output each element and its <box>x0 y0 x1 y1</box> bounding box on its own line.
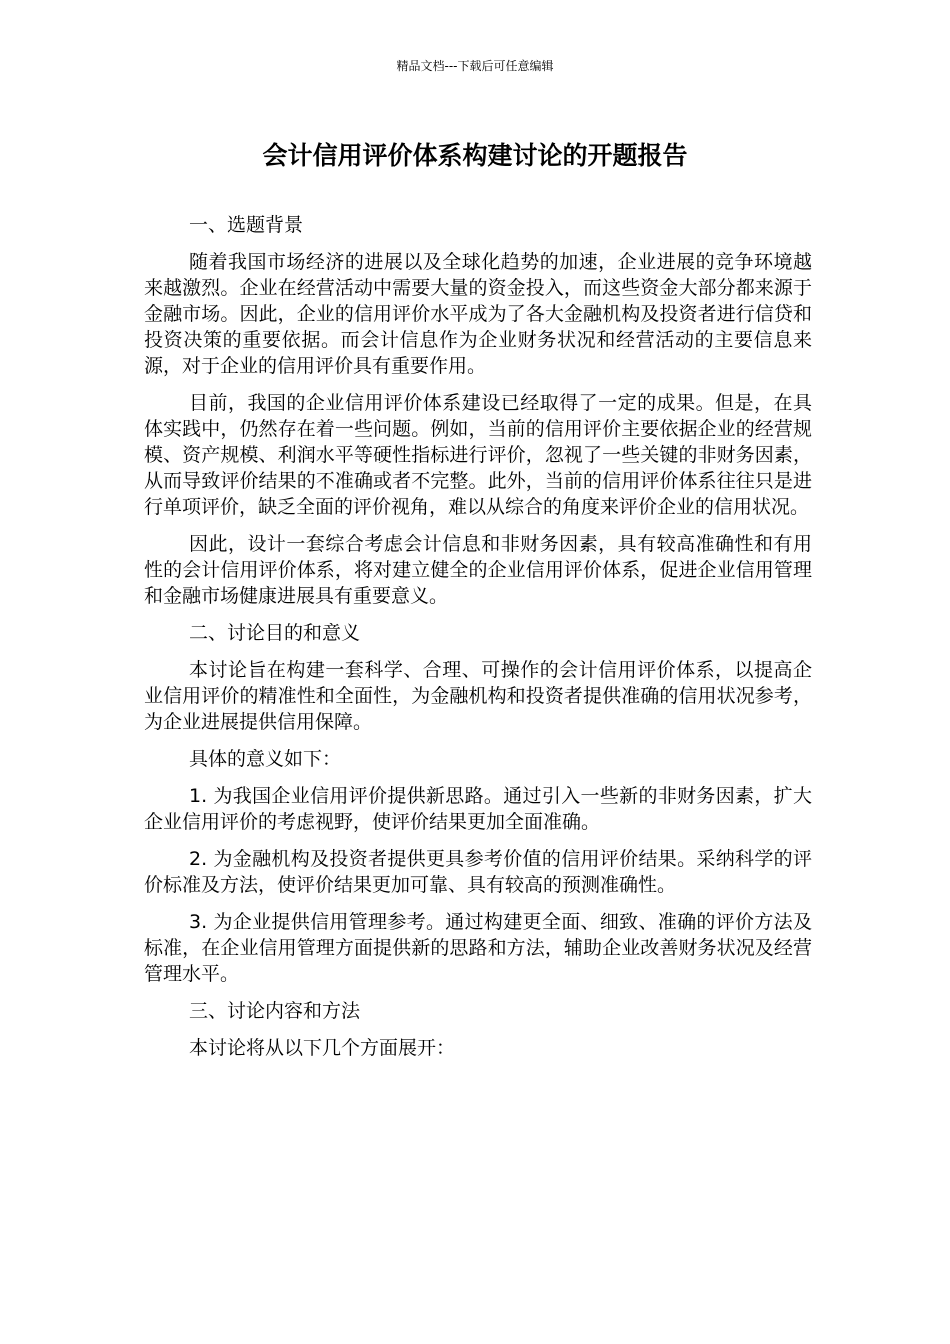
paragraph: 具体的意义如下： <box>189 748 342 770</box>
list-item: 2. 为金融机构及投资者提供更具参考价值的信用评价结果。采纳科学的评价标准及方法，使评价结果更加可靠、具有较高的预测准确性。 <box>144 848 812 896</box>
list-item: 3. 为企业提供信用管理参考。通过构建更全面、细致、准确的评价方法及标准，在企业信用管理方面提供新的思路和方法，辅助企业改善财务状况及经营管理水平。 <box>144 911 812 985</box>
paragraph: 随着我国市场经济的进展以及全球化趋势的加速，企业进展的竞争环境越来越激烈。企业在经营活动中需要大量的资金投入，而这些资金大部分都来源于金融市场。因此，企业的信用评价水平成为了各大金融机构及投资者进行信贷和投资决策的重要依据。而会计信息作为企业财务状况和经营活动的主要信息来源，对于企业的信用评价具有重要作用。 <box>144 251 812 377</box>
list-item: 1. 为我国企业信用评价提供新思路。通过引入一些新的非财务因素，扩大企业信用评价的考虑视野，使评价结果更加全面准确。 <box>144 785 812 833</box>
section-heading-background: 一、选题背景 <box>189 214 304 236</box>
paragraph: 目前，我国的企业信用评价体系建设已经取得了一定的成果。但是，在具体实践中，仍然存在着一些问题。例如，当前的信用评价主要依据企业的经营规模、资产规模、利润水平等硬性指标进行评价，忽视了一些关键的非财务因素，从而导致评价结果的不准确或者不完整。此外，当前的信用评价体系往往只是进行单项评价，缺乏全面的评价视角，难以从综合的角度来评价企业的信用状况。 <box>144 392 812 518</box>
document-title: 会计信用评价体系构建讨论的开题报告 <box>262 141 688 170</box>
document-body <box>144 212 812 1072</box>
section-heading-purpose: 二、讨论目的和意义 <box>189 622 361 644</box>
section-heading-content-method: 三、讨论内容和方法 <box>189 1000 361 1022</box>
paragraph: 本讨论旨在构建一套科学、合理、可操作的会计信用评价体系，以提高企业信用评价的精准性和全面性，为金融机构和投资者提供准确的信用状况参考，为企业进展提供信用保障。 <box>144 659 812 733</box>
paragraph: 本讨论将从以下几个方面展开： <box>189 1037 456 1059</box>
page-header-note: 精品文档---下载后可任意编辑 <box>396 59 554 73</box>
paragraph: 因此，设计一套综合考虑会计信息和非财务因素，具有较高准确性和有用性的会计信用评价体系，将对建立健全的企业信用评价体系，促进企业信用管理和金融市场健康进展具有重要意义。 <box>144 533 812 607</box>
